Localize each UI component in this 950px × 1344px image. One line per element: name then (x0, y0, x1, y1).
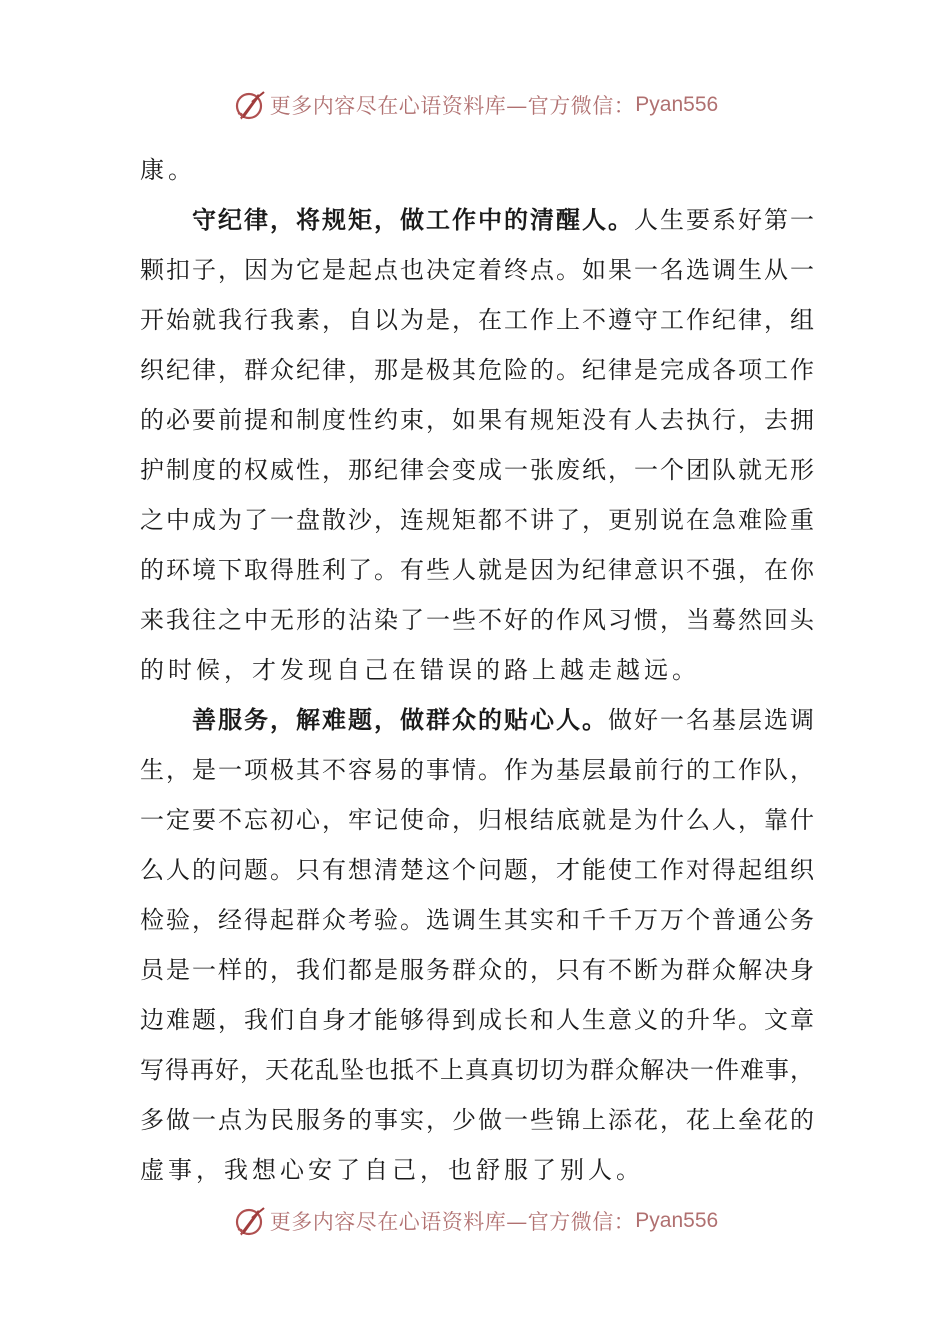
text-line: 检验，经得起群众考验。选调生其实和千千万万个普通公务 (140, 906, 814, 934)
text-line: 的必要前提和制度性约束，如果有规矩没有人去执行，去拥 (140, 406, 814, 434)
text-line: 员是一样的，我们都是服务群众的，只有不断为群众解决身 (140, 956, 814, 984)
quill-pen-icon (232, 1204, 266, 1238)
header-banner-text: 更多内容尽在心语资料库—官方微信： (269, 94, 636, 118)
text-span: 做好一名基层选调 (608, 706, 814, 734)
quill-pen-icon (232, 88, 266, 122)
text-line: 写得再好，天花乱坠也抵不上真真切切为群众解决一件难事， (140, 1056, 814, 1084)
paragraph-heading: 善服务，解难题，做群众的贴心人。 (192, 705, 608, 734)
document-body (140, 145, 814, 1195)
text-line: 生，是一项极其不容易的事情。作为基层最前行的工作队， (140, 756, 814, 784)
text-line: 织纪律，群众纪律，那是极其危险的。纪律是完成各项工作 (140, 356, 814, 384)
paragraph-heading-line (140, 695, 814, 745)
paragraph-heading: 守纪律，将规矩，做工作中的清醒人。 (192, 205, 634, 234)
text-line: 开始就我行我素，自以为是，在工作上不遵守工作纪律，组 (140, 306, 814, 334)
text-line: 颗扣子，因为它是起点也决定着终点。如果一名选调生从一 (140, 256, 814, 284)
text-line: 虚事，我想心安了自己，也舒服了别人。 (140, 1156, 644, 1184)
text-line: 康。 (140, 156, 196, 184)
footer-banner-inner (232, 1204, 718, 1238)
text-line: 来我往之中无形的沾染了一些不好的作风习惯，当蓦然回头 (140, 606, 814, 634)
text-line: 一定要不忘初心，牢记使命，归根结底就是为什么人，靠什 (140, 806, 814, 834)
text-line: 多做一点为民服务的事实，少做一些锦上添花，花上垒花的 (140, 1106, 814, 1134)
text-span: 人生要系好第一 (634, 206, 814, 234)
text-line: 的环境下取得胜利了。有些人就是因为纪律意识不强，在你 (140, 556, 814, 584)
text-line: 护制度的权威性，那纪律会变成一张废纸，一个团队就无形 (140, 456, 814, 484)
text-line: 么人的问题。只有想清楚这个问题，才能使工作对得起组织 (140, 856, 814, 884)
footer-banner (0, 1196, 950, 1246)
text-line: 的时候，才发现自己在错误的路上越走越远。 (140, 656, 700, 684)
footer-wechat-id: Pyan556 (635, 1209, 719, 1232)
footer-banner-text: 更多内容尽在心语资料库—官方微信： (269, 1210, 636, 1234)
header-banner-inner (232, 88, 718, 122)
text-line: 边难题，我们自身才能够得到成长和人生意义的升华。文章 (140, 1006, 814, 1034)
text-line: 之中成为了一盘散沙，连规矩都不讲了，更别说在急难险重 (140, 506, 814, 534)
paragraph-heading-line (140, 195, 814, 245)
header-wechat-id: Pyan556 (635, 93, 719, 116)
header-banner (0, 80, 950, 130)
